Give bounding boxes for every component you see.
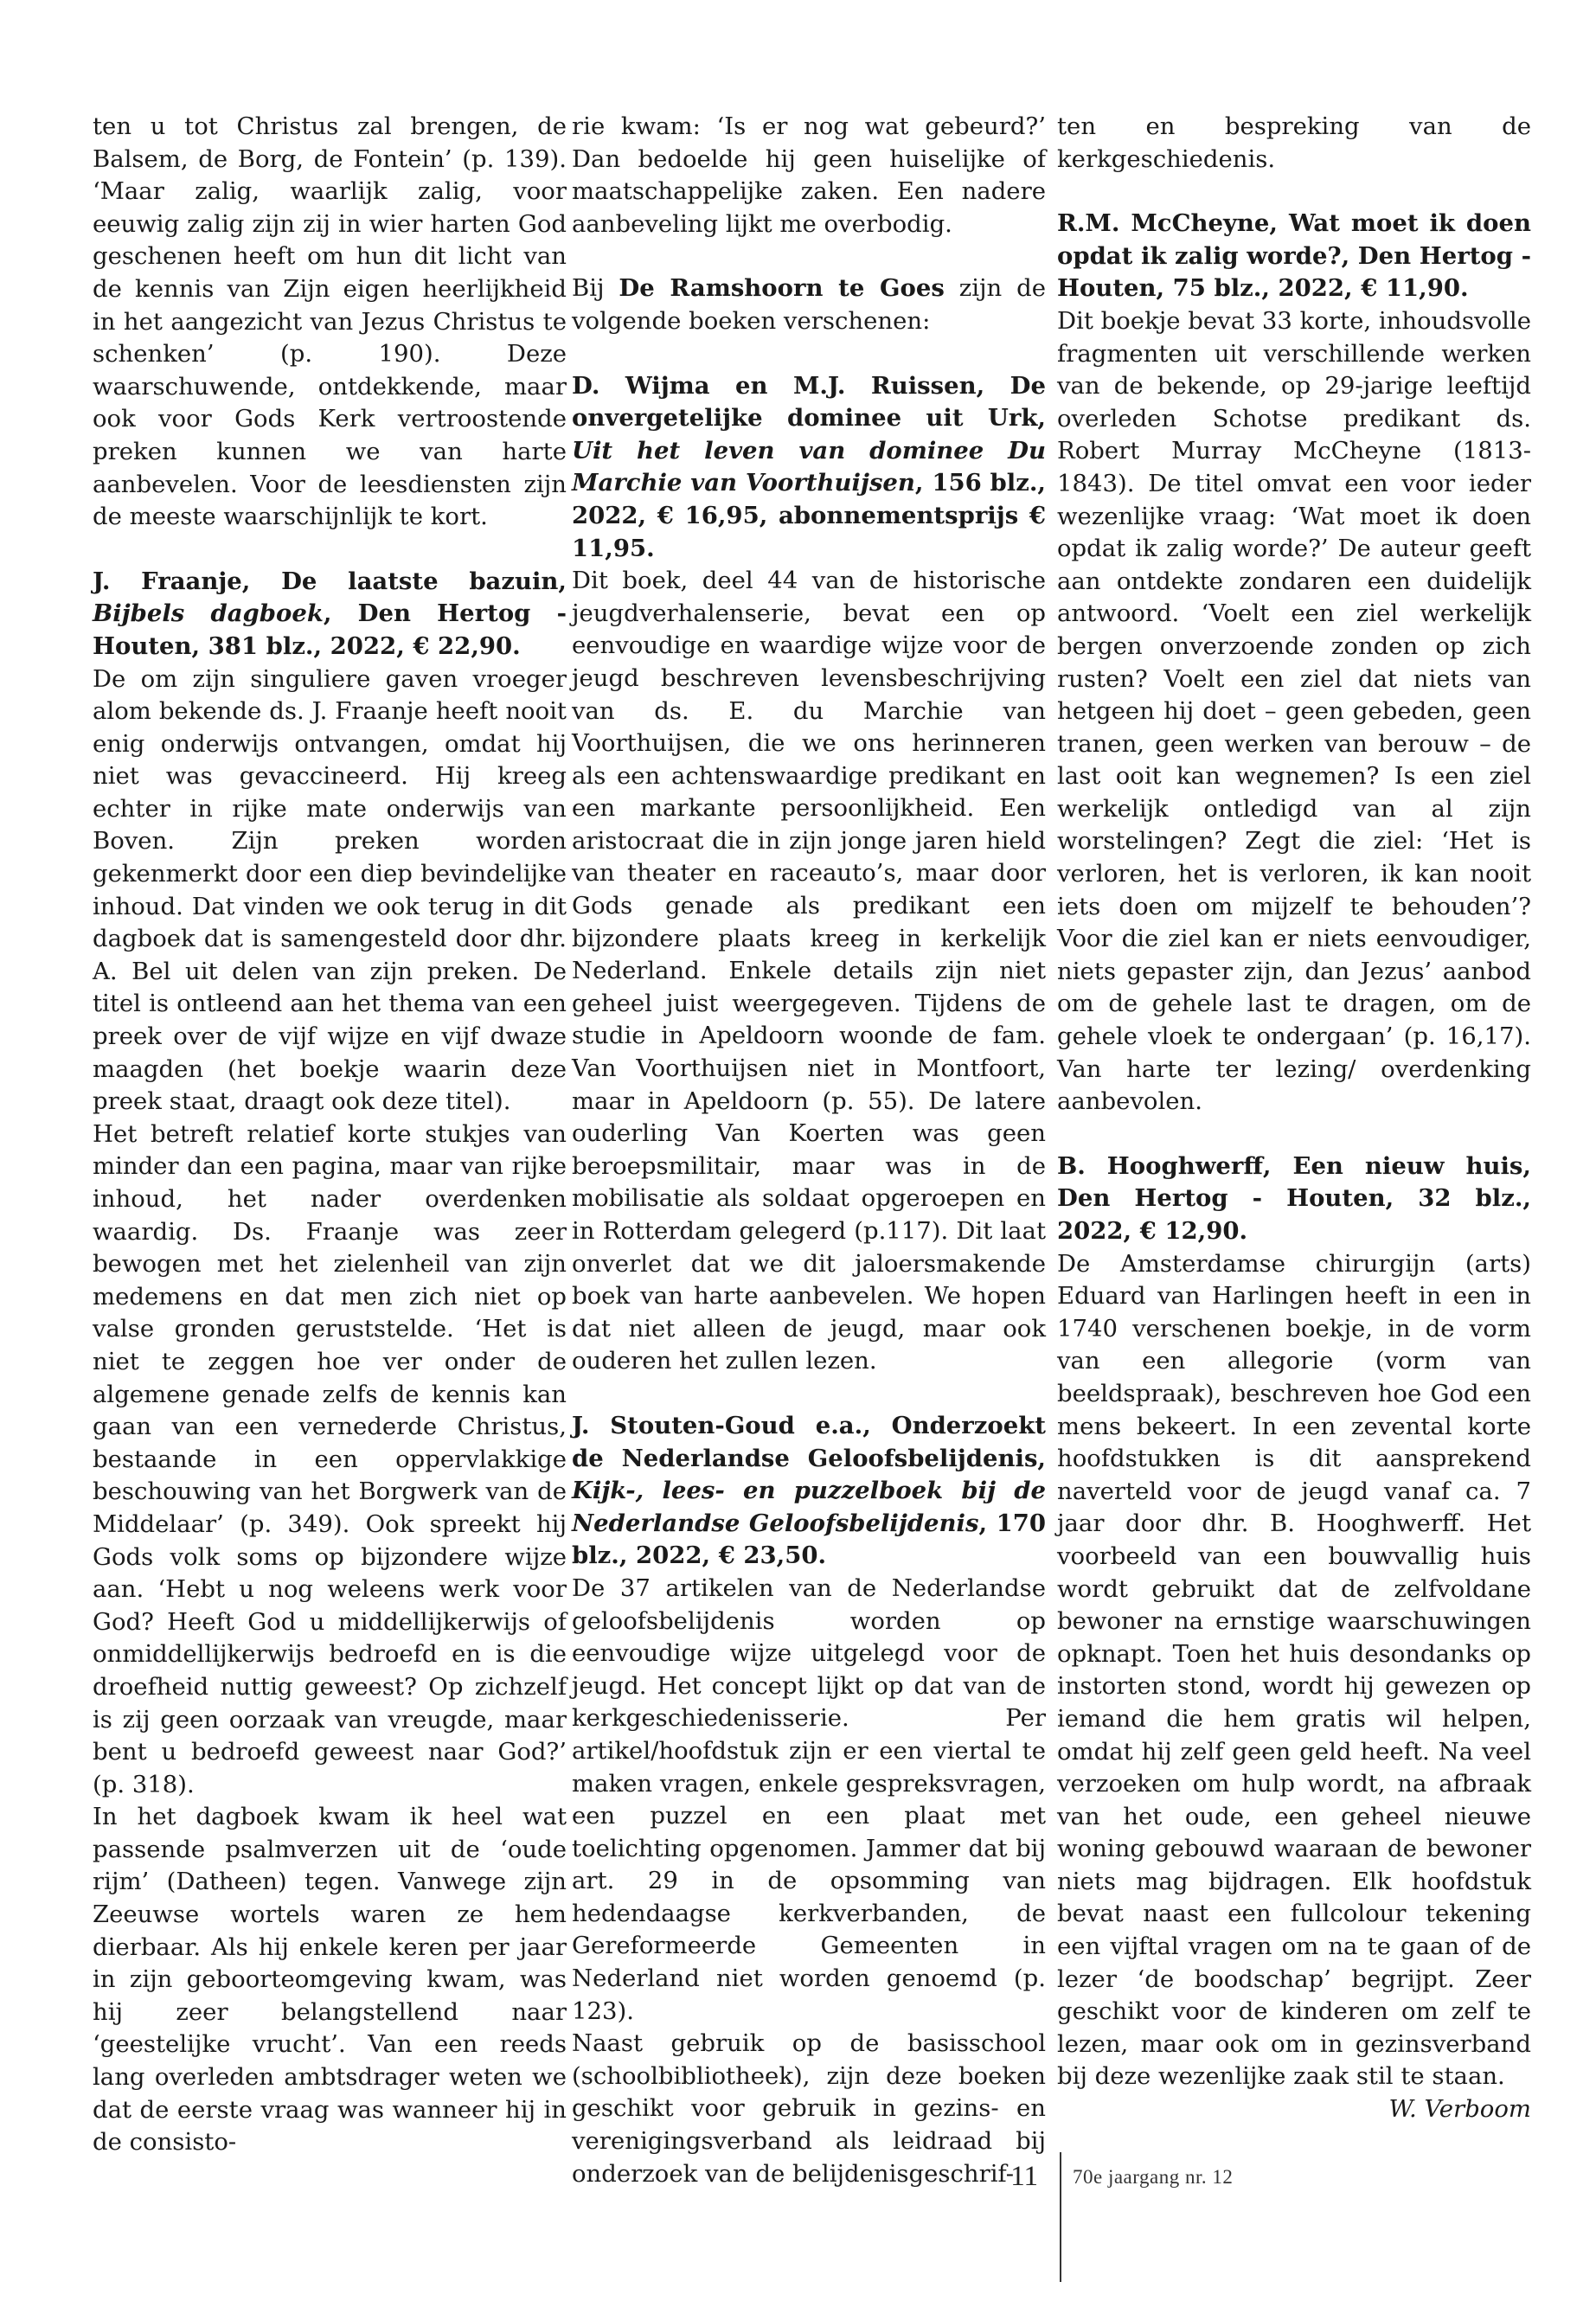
column-3-intro: ten en bespreking van de kerkgeschiedenis. xyxy=(1057,112,1531,173)
review-paragraph: De Amsterdamse chirurgijn (arts) Eduard van Harlingen heeft in een in 1740 verschenen boekje, in de vorm van een allegorie (vorm van beeldspraak), beschreven hoe God een mens bekeert. In een zevental korte hoofdstukken is dit aansprekend naverteld voor de jeugd vanaf ca. 7 jaar door dhr. B. Hooghwerff. Het voorbeeld van een bouwvallig huis wordt gebruikt dat de zelfvoldane bewoner na ernstige waarschuwingen opknapt. Toen het huis desondanks op instorten stond, wordt hij gewezen op iemand die hem gratis wil helpen, omdat hij zelf geen geld heeft. Na veel verzoeken om hulp wordt, na afbraak van het oude, een geheel nieuwe woning gebouwd waaraan de bewoner niets mag bijdragen. Elk hoofdstuk bevat naast een fullcolour tekening een vijftal vragen om na te gaan of de lezer ‘de boodschap’ begrijpt. Zeer geschikt voor de kinderen om zelf te lezen, maar ook om in gezinsverband bij deze wezenlijke zaak stil te staan. xyxy=(1057,1249,1531,2091)
column-2 xyxy=(572,111,1046,2190)
review-heading-wijma: D. Wijma en M.J. Ruissen, De onvergetelijke dominee uit Urk, Uit het leven van dominee Du Marchie van Voorthuijsen, 156 blz., 2022, € 16,95, abonnementsprijs € 11,95. xyxy=(572,371,1046,562)
review-paragraph: Naast gebruik op de basisschool (schoolbibliotheek), zijn deze boeken geschikt voor gebruik in gezins- en verenigingsverband als leidraad bij onderzoek van de belijdenisgeschrif- xyxy=(572,2029,1046,2188)
column-1 xyxy=(93,111,567,2159)
page-number: 11 xyxy=(1010,2161,1038,2192)
review-paragraph: Dit boekje bevat 33 korte, inhoudsvolle fragmenten uit verschillende werken van de bekende, op 29-jarige leeftijd overleden Schotse predikant ds. Robert Murray McCheyne (1813-1843). De titel omvat een voor ieder wezenlijke vraag: ‘Wat moet ik doen opdat ik zalig worde?’ De auteur geeft aan ontdekte zondaren een duidelijk antwoord. ‘Voelt een ziel werkelijk bergen onverzoende zonden op zich rusten? Voelt een ziel dat niets van hetgeen hij doet – geen gebeden, geen tranen, geen werken van berouw – de last ooit kan wegnemen? Is een ziel werkelijk ontledigd van al zijn worstelingen? Zegt die ziel: ‘Het is verloren, het is verloren, ik kan nooit iets doen om mijzelf te behouden’? Voor die ziel kan er niets eenvoudiger, niets gepaster zijn, dan Jezus’ aanbod om de gehele last te dragen, om de gehele vloek te ondergaan’ (p. 16,17). Van harte ter lezing/ overdenking aanbevolen. xyxy=(1057,306,1531,1116)
review-paragraph: In het dagboek kwam ik heel wat passende psalmverzen uit de ‘oude rijm’ (Datheen) tegen. Vanwege zijn Zeeuwse wortels waren ze hem dierbaar. Als hij enkele keren per jaar in zijn geboorteomgeving kwam, was hij zeer belangstellend naar ‘geestelijke vrucht’. Van een reeds lang overleden ambtsdrager weten we dat de eerste vraag was wanneer hij in de consisto- xyxy=(93,1803,567,2157)
review-paragraph: Het betreft relatief korte stukjes van minder dan een pagina, maar van rijke inhoud, het nader overdenken waardig. Ds. Fraanje was zeer bewogen met het zielenheil van zijn medemens en dat men zich niet op valse gronden geruststelde. ‘Het is niet te zeggen hoe ver onder de algemene genade zelfs de kennis kan gaan van een vernederde Christus, bestaande in een oppervlakkige beschouwing van het Borgwerk van de Middelaar’ (p. 349). Ook spreekt hij Gods volk soms op bijzondere wijze aan. ‘Hebt u nog weleens werk voor God? Heeft God u middellijkerwijs of onmiddellijkerwijs bedroefd en is die droefheid nuttig geweest? Op zichzelf is zij geen oorzaak van vreugde, maar bent u bedroefd geweest naar God?’ (p. 318). xyxy=(93,1119,567,1798)
footer-divider xyxy=(1060,2152,1061,2282)
column-1-intro: ten u tot Christus zal brengen, de Balsem, de Borg, de Fontein’ (p. 139). ‘Maar zalig, waarlijk zalig, voor eeuwig zalig zijn zij in wier harten God geschenen heeft om hun dit licht van de kennis van Zijn eigen heerlijkheid in het aangezicht van Jezus Christus te schenken’ (p. 190). Deze waarschuwende, ontdekkende, maar ook voor Gods Kerk vertroostende preken kunnen we van harte aanbevelen. Voor de leesdiensten zijn de meeste waarschijnlijk te kort. xyxy=(93,112,567,531)
review-paragraph: De 37 artikelen van de Nederlandse geloofsbelijdenis worden op eenvoudige wijze uitgelegd voor de jeugd. Het concept lijkt op dat van de kerkgeschiedenisserie. Per artikel/hoofdstuk zijn er een viertal te maken vragen, enkele gespreksvragen, een puzzel en een plaat met toelichting opgenomen. Jammer dat bij art. 29 in de opsomming van hedendaagse kerkverbanden, de Gereformeerde Gemeenten in Nederland niet worden genoemd (p. 123). xyxy=(572,1574,1046,2025)
review-heading-hooghwerff: B. Hooghwerff, Een nieuw huis, Den Hertog - Houten, 32 blz., 2022, € 12,90. xyxy=(1057,1151,1531,1245)
review-heading-stouten: J. Stouten-Goud e.a., Onderzoekt de Nederlandse Geloofsbelijdenis, Kijk-, lees- en puzzelboek bij de Nederlandse Geloofsbelijdenis, 170 blz., 2022, € 23,50. xyxy=(572,1411,1046,1570)
author-signature: W. Verboom xyxy=(1388,2095,1531,2124)
column-2-intro: rie kwam: ‘Is er nog wat gebeurd?’ Dan bedoelde hij geen huiselijke of maatschappelijke zaken. Een nadere aanbeveling lijkt me overbodig. xyxy=(572,112,1046,238)
column-3 xyxy=(1057,111,1531,2126)
review-heading-mccheyne: R.M. McCheyne, Wat moet ik doen opdat ik zalig worde?, Den Hertog - Houten, 75 blz., 2022, € 11,90. xyxy=(1057,209,1531,303)
publisher-announcement: Bij De Ramshoorn te Goes zijn de volgende boeken verschenen: xyxy=(572,274,1046,335)
review-paragraph: Dit boek, deel 44 van de historische jeugdverhalenserie, bevat een op eenvoudige en waardige wijze voor de jeugd beschreven levensbeschrijving van ds. E. du Marchie van Voorthuijsen, die we ons herinneren als een achtenswaardige predikant en een markante persoonlijkheid. Een aristocraat die in zijn jonge jaren hield van theater en raceauto’s, maar door Gods genade als predikant een bijzondere plaats kreeg in kerkelijk Nederland. Enkele details zijn niet geheel juist weergegeven. Tijdens de studie in Apeldoorn woonde de fam. Van Voorthuijsen niet in Montfoort, maar in Apeldoorn (p. 55). De latere ouderling Van Koerten was geen beroepsmilitair, maar was in de mobilisatie als soldaat opgeroepen en in Rotterdam gelegerd (p.117). Dit laat onverlet dat we dit jaloersmakende boek van harte aanbevelen. We hopen dat niet alleen de jeugd, maar ook ouderen het zullen lezen. xyxy=(572,567,1046,1375)
volume-issue: 70e jaargang nr. 12 xyxy=(1073,2166,1234,2188)
publisher-name: De Ramshoorn te Goes xyxy=(619,274,945,303)
review-paragraph: De om zijn singuliere gaven vroeger alom bekende ds. J. Fraanje heeft nooit enig onderwijs ontvangen, omdat hij niet was gevaccineerd. Hij kreeg echter in rijke mate onderwijs van Boven. Zijn preken worden gekenmerkt door een diep bevindelijke inhoud. Dat vinden we ook terug in dit dagboek dat is samengesteld door dhr. A. Bel uit delen van zijn preken. De titel is ontleend aan het thema van een preek over de vijf wijze en vijf dwaze maagden (het boekje waarin deze preek staat, draagt ook deze titel). xyxy=(93,664,567,1116)
review-heading-fraanje: J. Fraanje, De laatste bazuin, Bijbels dagboek, Den Hertog - Houten, 381 blz., 2022, € 22,90. xyxy=(93,567,567,660)
